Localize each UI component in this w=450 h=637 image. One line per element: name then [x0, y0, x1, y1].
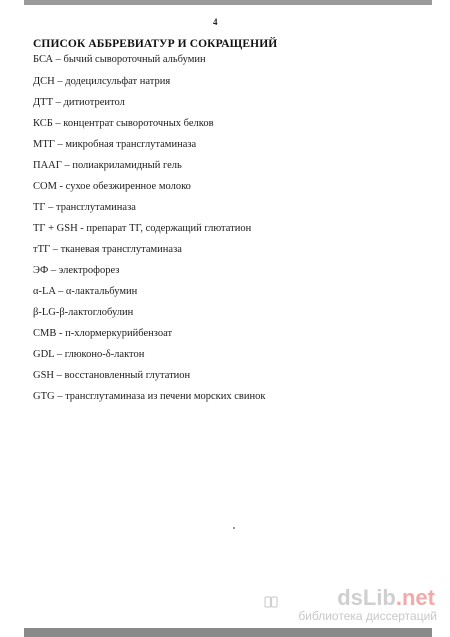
- abbreviation-entry: МТГ – микробная трансглутаминаза: [33, 139, 197, 150]
- abbreviation-entry: тТГ – тканевая трансглутаминаза: [33, 244, 182, 255]
- abbreviation-entry: GTG – трансглутаминаза из печени морских свинок: [33, 391, 266, 402]
- abbreviation-entry: ЭФ – электрофорез: [33, 265, 120, 276]
- abbreviation-entry: ДСН – додецилсульфат натрия: [33, 76, 171, 87]
- abbreviation-entry: α-LA – α-лактальбумин: [33, 286, 138, 297]
- abbreviation-entry: GDL – глюконо-δ-лактон: [33, 349, 145, 360]
- page-number: 4: [213, 17, 218, 27]
- scan-speck: [233, 527, 235, 529]
- abbreviation-entry: КСБ – концентрат сывороточных белков: [33, 118, 214, 129]
- watermark-logo-main: dsLib: [337, 585, 396, 610]
- watermark-logo: [337, 585, 435, 611]
- abbreviation-entry: ТГ – трансглутаминаза: [33, 202, 136, 213]
- abbreviation-entry: СОМ - сухое обезжиренное молоко: [33, 181, 191, 192]
- site-watermark[interactable]: [260, 585, 445, 625]
- watermark-subtitle: библиотека диссертаций: [298, 609, 437, 623]
- watermark-logo-accent: .net: [395, 585, 435, 610]
- abbreviation-entry: ПААГ – полиакриламидный гель: [33, 160, 182, 171]
- page-bottom-edge: [24, 628, 432, 637]
- abbreviation-entry: ТГ + GSH - препарат ТГ, содержащий глютатион: [33, 223, 252, 234]
- book-icon: [264, 595, 278, 609]
- abbreviation-entry: CMB - п-хлормеркурийбензоат: [33, 328, 173, 339]
- page-top-edge: [24, 0, 432, 5]
- abbreviation-entry: ДТТ – дитиотреитол: [33, 97, 125, 108]
- abbreviation-entry: БСА – бычий сывороточный альбумин: [33, 54, 206, 65]
- abbreviation-entry: GSH – восстановленный глутатион: [33, 370, 191, 381]
- page-title: СПИСОК АББРЕВИАТУР И СОКРАЩЕНИЙ: [33, 38, 278, 50]
- abbreviation-entry: β-LG-β-лактоглобулин: [33, 307, 134, 318]
